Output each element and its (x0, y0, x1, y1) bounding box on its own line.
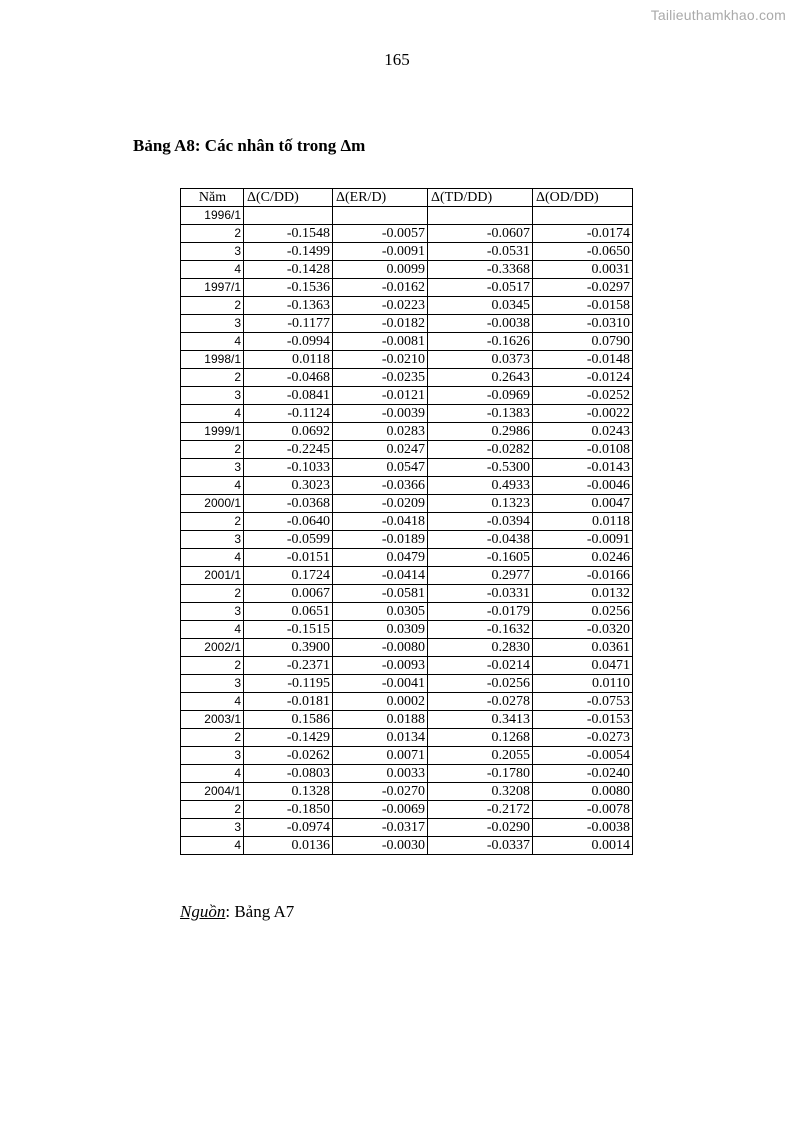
value-cell: -0.0273 (533, 729, 633, 747)
value-cell: -0.0240 (533, 765, 633, 783)
value-cell: 0.0479 (333, 549, 428, 567)
value-cell: 0.0651 (244, 603, 333, 621)
value-cell: 0.3023 (244, 477, 333, 495)
value-cell: -0.1195 (244, 675, 333, 693)
value-cell: -0.0121 (333, 387, 428, 405)
value-cell: 0.0188 (333, 711, 428, 729)
table-row (181, 531, 633, 549)
value-cell: -0.1780 (428, 765, 533, 783)
value-cell: -0.0278 (428, 693, 533, 711)
value-cell: -0.0148 (533, 351, 633, 369)
table-row (181, 549, 633, 567)
value-cell: -0.0418 (333, 513, 428, 531)
period-cell: 4 (181, 621, 244, 639)
value-cell: -0.0650 (533, 243, 633, 261)
value-cell: -0.0038 (428, 315, 533, 333)
value-cell: -0.2371 (244, 657, 333, 675)
period-cell: 4 (181, 405, 244, 423)
period-cell: 2 (181, 513, 244, 531)
value-cell: 0.0080 (533, 783, 633, 801)
table-row (181, 441, 633, 459)
value-cell: 0.4933 (428, 477, 533, 495)
value-cell: -0.1536 (244, 279, 333, 297)
table-body (181, 207, 633, 855)
value-cell: -0.0223 (333, 297, 428, 315)
value-cell: -0.1632 (428, 621, 533, 639)
table-row (181, 693, 633, 711)
value-cell: -0.0974 (244, 819, 333, 837)
value-cell: 0.0692 (244, 423, 333, 441)
value-cell: -0.0366 (333, 477, 428, 495)
value-cell: 0.3413 (428, 711, 533, 729)
period-cell: 2 (181, 801, 244, 819)
period-cell: 3 (181, 675, 244, 693)
period-cell: 2 (181, 225, 244, 243)
value-cell: -0.1033 (244, 459, 333, 477)
value-cell: -0.0189 (333, 531, 428, 549)
period-cell: 4 (181, 837, 244, 855)
value-cell: 0.1724 (244, 567, 333, 585)
value-cell: 0.0283 (333, 423, 428, 441)
header-year: Năm (181, 189, 244, 207)
period-cell: 3 (181, 387, 244, 405)
value-cell: -0.0041 (333, 675, 428, 693)
value-cell: -0.0214 (428, 657, 533, 675)
value-cell: -0.0091 (333, 243, 428, 261)
value-cell: -0.0210 (333, 351, 428, 369)
table-row (181, 405, 633, 423)
value-cell: 0.0309 (333, 621, 428, 639)
value-cell: -0.0046 (533, 477, 633, 495)
value-cell: -0.0337 (428, 837, 533, 855)
table-row (181, 567, 633, 585)
value-cell: 0.0790 (533, 333, 633, 351)
value-cell: -0.0368 (244, 495, 333, 513)
period-cell: 2002/1 (181, 639, 244, 657)
period-cell: 4 (181, 549, 244, 567)
table-row (181, 603, 633, 621)
period-cell: 2 (181, 657, 244, 675)
value-cell: 0.0033 (333, 765, 428, 783)
value-cell: 0.0136 (244, 837, 333, 855)
value-cell: -0.0270 (333, 783, 428, 801)
table-row (181, 513, 633, 531)
value-cell: 0.0099 (333, 261, 428, 279)
period-cell: 3 (181, 531, 244, 549)
period-cell: 4 (181, 693, 244, 711)
value-cell: -0.1383 (428, 405, 533, 423)
table-row (181, 495, 633, 513)
table-row (181, 423, 633, 441)
table-row (181, 747, 633, 765)
value-cell: -0.0174 (533, 225, 633, 243)
table-row (181, 819, 633, 837)
header-c-dd: Δ(C/DD) (244, 189, 333, 207)
table-row (181, 657, 633, 675)
value-cell: -0.1850 (244, 801, 333, 819)
header-td-dd: Δ(TD/DD) (428, 189, 533, 207)
value-cell: 0.0118 (244, 351, 333, 369)
value-cell: -0.0179 (428, 603, 533, 621)
value-cell: 0.0071 (333, 747, 428, 765)
table-row (181, 279, 633, 297)
value-cell: 0.2986 (428, 423, 533, 441)
period-cell: 4 (181, 261, 244, 279)
table-header-row (181, 189, 633, 207)
value-cell: 0.0247 (333, 441, 428, 459)
period-cell: 1997/1 (181, 279, 244, 297)
period-cell: 1998/1 (181, 351, 244, 369)
value-cell: -0.0166 (533, 567, 633, 585)
period-cell: 2004/1 (181, 783, 244, 801)
value-cell: 0.0132 (533, 585, 633, 603)
value-cell: -0.0394 (428, 513, 533, 531)
table-row (181, 729, 633, 747)
value-cell: 0.3208 (428, 783, 533, 801)
value-cell: 0.0110 (533, 675, 633, 693)
value-cell: -0.0022 (533, 405, 633, 423)
data-table (180, 188, 633, 855)
table-row (181, 387, 633, 405)
value-cell: -0.0310 (533, 315, 633, 333)
page-number: 165 (384, 50, 410, 69)
table-row (181, 585, 633, 603)
value-cell: -0.0091 (533, 531, 633, 549)
value-cell: -0.0414 (333, 567, 428, 585)
period-cell: 3 (181, 459, 244, 477)
period-cell: 2003/1 (181, 711, 244, 729)
table-row (181, 369, 633, 387)
value-cell: -0.1177 (244, 315, 333, 333)
period-cell: 2 (181, 585, 244, 603)
value-cell: -0.0994 (244, 333, 333, 351)
table-row (181, 315, 633, 333)
value-cell: -0.0039 (333, 405, 428, 423)
value-cell: -0.0038 (533, 819, 633, 837)
table-row (181, 801, 633, 819)
value-cell: -0.0108 (533, 441, 633, 459)
table-row (181, 297, 633, 315)
value-cell: 0.0373 (428, 351, 533, 369)
value-cell: -0.0080 (333, 639, 428, 657)
value-cell: -0.0753 (533, 693, 633, 711)
value-cell: -0.0468 (244, 369, 333, 387)
value-cell: -0.0969 (428, 387, 533, 405)
value-cell: 0.0134 (333, 729, 428, 747)
period-cell: 2 (181, 369, 244, 387)
value-cell: -0.0069 (333, 801, 428, 819)
value-cell: -0.0158 (533, 297, 633, 315)
period-cell: 4 (181, 765, 244, 783)
table-row (181, 711, 633, 729)
source-text: Bảng A7 (234, 902, 295, 921)
value-cell: 0.2977 (428, 567, 533, 585)
table-row (181, 207, 633, 225)
table-row (181, 783, 633, 801)
period-cell: 1999/1 (181, 423, 244, 441)
table-row (181, 675, 633, 693)
value-cell: -0.0093 (333, 657, 428, 675)
value-cell: -0.0517 (428, 279, 533, 297)
period-cell: 4 (181, 333, 244, 351)
value-cell: -0.0282 (428, 441, 533, 459)
value-cell: -0.0181 (244, 693, 333, 711)
value-cell: -0.1363 (244, 297, 333, 315)
value-cell: -0.0151 (244, 549, 333, 567)
value-cell: -0.0841 (244, 387, 333, 405)
value-cell: -0.2245 (244, 441, 333, 459)
value-cell: -0.1499 (244, 243, 333, 261)
table-row (181, 333, 633, 351)
value-cell: -0.0124 (533, 369, 633, 387)
value-cell: -0.0143 (533, 459, 633, 477)
period-cell: 2 (181, 729, 244, 747)
table-row (181, 621, 633, 639)
period-cell: 2001/1 (181, 567, 244, 585)
value-cell: 0.0256 (533, 603, 633, 621)
value-cell (533, 207, 633, 225)
value-cell (244, 207, 333, 225)
value-cell: -0.0531 (428, 243, 533, 261)
period-cell: 3 (181, 603, 244, 621)
value-cell: 0.3900 (244, 639, 333, 657)
table-row (181, 837, 633, 855)
value-cell: 0.0047 (533, 495, 633, 513)
value-cell: -0.0162 (333, 279, 428, 297)
value-cell: 0.0118 (533, 513, 633, 531)
period-cell: 2 (181, 441, 244, 459)
table-row (181, 225, 633, 243)
value-cell: -0.0297 (533, 279, 633, 297)
value-cell: -0.0607 (428, 225, 533, 243)
value-cell: -0.1124 (244, 405, 333, 423)
value-cell: -0.0078 (533, 801, 633, 819)
value-cell: 0.0361 (533, 639, 633, 657)
value-cell: 0.0345 (428, 297, 533, 315)
value-cell: 0.1586 (244, 711, 333, 729)
value-cell: 0.0243 (533, 423, 633, 441)
value-cell: 0.1268 (428, 729, 533, 747)
period-cell: 3 (181, 243, 244, 261)
value-cell: -0.0209 (333, 495, 428, 513)
table-row (181, 261, 633, 279)
value-cell (428, 207, 533, 225)
value-cell: 0.0547 (333, 459, 428, 477)
value-cell: 0.2830 (428, 639, 533, 657)
table-row (181, 639, 633, 657)
source-separator: : (225, 902, 235, 921)
value-cell: -0.0317 (333, 819, 428, 837)
period-cell: 1996/1 (181, 207, 244, 225)
value-cell: -0.0153 (533, 711, 633, 729)
value-cell: -0.1605 (428, 549, 533, 567)
value-cell: 0.0305 (333, 603, 428, 621)
table-row (181, 765, 633, 783)
value-cell: -0.0182 (333, 315, 428, 333)
value-cell: 0.2055 (428, 747, 533, 765)
value-cell: -0.1429 (244, 729, 333, 747)
value-cell: -0.0235 (333, 369, 428, 387)
value-cell: -0.0256 (428, 675, 533, 693)
period-cell: 2 (181, 297, 244, 315)
source-note (180, 902, 294, 922)
value-cell: -0.0320 (533, 621, 633, 639)
value-cell: -0.1548 (244, 225, 333, 243)
value-cell: -0.0252 (533, 387, 633, 405)
value-cell: -0.0803 (244, 765, 333, 783)
value-cell: -0.0438 (428, 531, 533, 549)
value-cell: 0.1328 (244, 783, 333, 801)
value-cell: 0.1323 (428, 495, 533, 513)
table-row (181, 243, 633, 261)
value-cell: -0.0331 (428, 585, 533, 603)
value-cell: -0.0057 (333, 225, 428, 243)
value-cell: -0.1626 (428, 333, 533, 351)
value-cell: -0.5300 (428, 459, 533, 477)
period-cell: 3 (181, 819, 244, 837)
table-caption: Bảng A8: Các nhân tố trong Δm (133, 136, 366, 155)
value-cell: -0.0581 (333, 585, 428, 603)
table-row (181, 351, 633, 369)
value-cell: -0.0262 (244, 747, 333, 765)
value-cell: -0.0599 (244, 531, 333, 549)
value-cell: 0.0002 (333, 693, 428, 711)
value-cell: 0.2643 (428, 369, 533, 387)
value-cell: -0.0081 (333, 333, 428, 351)
value-cell: -0.2172 (428, 801, 533, 819)
value-cell: -0.0030 (333, 837, 428, 855)
watermark: Tailieuthamkhao.com (650, 7, 786, 23)
value-cell (333, 207, 428, 225)
value-cell: -0.1428 (244, 261, 333, 279)
period-cell: 3 (181, 747, 244, 765)
period-cell: 4 (181, 477, 244, 495)
value-cell: -0.1515 (244, 621, 333, 639)
table-row (181, 477, 633, 495)
value-cell: 0.0246 (533, 549, 633, 567)
value-cell: 0.0014 (533, 837, 633, 855)
source-label: Nguồn (180, 902, 226, 921)
value-cell: 0.0067 (244, 585, 333, 603)
period-cell: 3 (181, 315, 244, 333)
value-cell: -0.0054 (533, 747, 633, 765)
value-cell: -0.0640 (244, 513, 333, 531)
value-cell: 0.0031 (533, 261, 633, 279)
header-er-d: Δ(ER/D) (333, 189, 428, 207)
value-cell: -0.0290 (428, 819, 533, 837)
period-cell: 2000/1 (181, 495, 244, 513)
value-cell: -0.3368 (428, 261, 533, 279)
value-cell: 0.0471 (533, 657, 633, 675)
header-od-dd: Δ(OD/DD) (533, 189, 633, 207)
table-row (181, 459, 633, 477)
